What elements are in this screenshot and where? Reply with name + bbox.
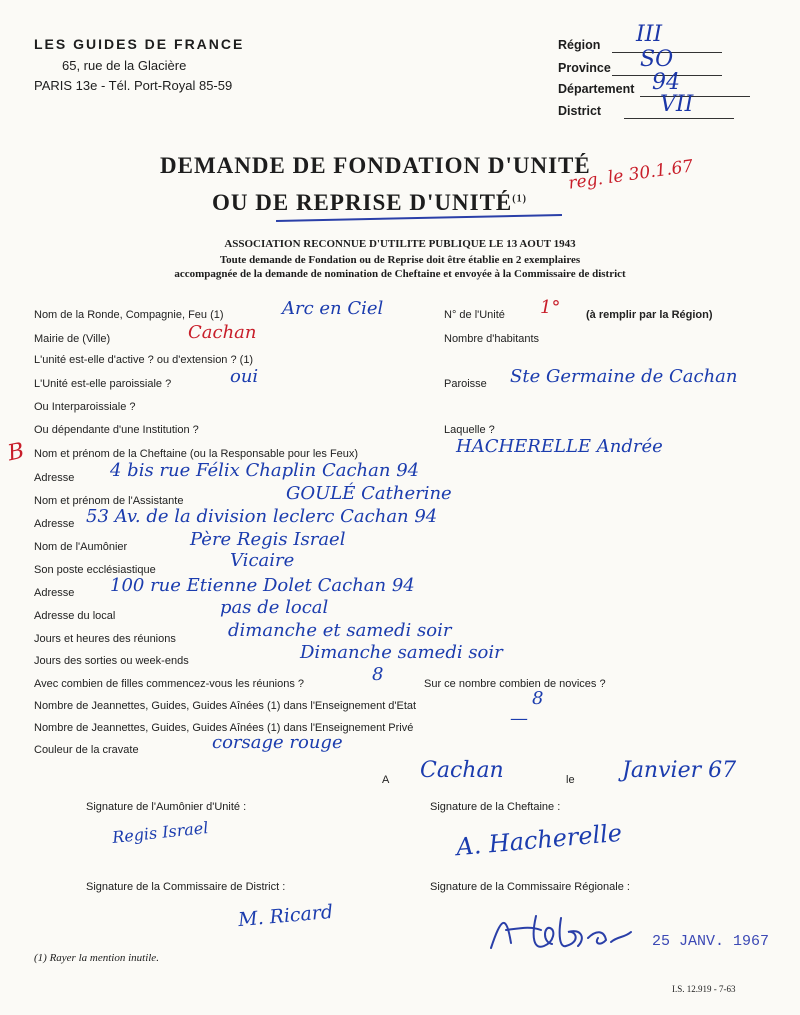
received-date-stamp: 25 JANV. 1967 <box>652 933 770 950</box>
commissaire-district-signature: M. Ricard <box>237 900 334 932</box>
poste-value: Vicaire <box>230 550 295 571</box>
combien-label: Avec combien de filles commencez-vous les réunions ? <box>34 678 305 690</box>
unit-number-label: N° de l'Unité <box>444 309 505 321</box>
date-label: le <box>566 774 575 786</box>
subheader-line1: ASSOCIATION RECONNUE D'UTILITE PUBLIQUE LE 13 AOUT 1943 <box>224 238 576 250</box>
cravate-label: Couleur de la cravate <box>34 744 139 756</box>
org-name: LES GUIDES DE FRANCE <box>34 36 245 52</box>
unit-name-value: Arc en Ciel <box>282 298 384 319</box>
cheftaine-address-value: 4 bis rue Félix Chaplin Cachan 94 <box>110 460 420 481</box>
mairie-value: Cachan <box>188 322 257 343</box>
enseignement-etat-value: 8 <box>532 688 544 709</box>
cravate-value: corsage rouge <box>212 732 343 753</box>
region-value: III <box>636 22 663 47</box>
aumonier-label: Nom de l'Aumônier <box>34 541 128 553</box>
laquelle-label: Laquelle ? <box>444 424 495 436</box>
department-value: 94 <box>652 70 680 95</box>
mairie-label: Mairie de (Ville) <box>34 333 111 345</box>
paroissiale-value: oui <box>230 366 259 387</box>
commissaire-district-label: Signature de la Commissaire de District : <box>86 881 286 893</box>
sorties-value: Dimanche samedi soir <box>300 642 503 663</box>
unit-number-note: (à remplir par la Région) <box>586 309 713 321</box>
institution-label: Ou dépendante d'une Institution ? <box>34 424 199 436</box>
cheftaine-label: Nom et prénom de la Cheftaine (ou la Responsable pour les Feux) <box>34 448 359 460</box>
cheftaine-value: HACHERELLE Andrée <box>456 436 663 457</box>
region-label: Région <box>558 38 601 52</box>
province-label: Province <box>558 61 611 75</box>
local-value: pas de local <box>220 597 329 618</box>
unit-number-value: 1° <box>540 297 561 318</box>
title-note-mark: (1) <box>512 193 527 205</box>
commissaire-regionale-signature <box>486 908 636 958</box>
assistante-address-label: Adresse <box>34 518 75 530</box>
interparoissiale-label: Ou Interparoissiale ? <box>34 401 136 413</box>
habitants-label: Nombre d'habitants <box>444 333 540 345</box>
district-label: District <box>558 104 602 118</box>
combien-value: 8 <box>372 664 384 685</box>
date-value: Janvier 67 <box>622 758 737 783</box>
subheader-line3: accompagnée de la demande de nomination de Cheftaine et envoyée à la Commissaire de district <box>174 268 626 280</box>
title-annotation: reg. le 30.1.67 <box>567 156 695 194</box>
cheftaine-signature: A. Hacherelle <box>455 818 624 862</box>
aumonier-address-value: 100 rue Etienne Dolet Cachan 94 <box>110 575 415 596</box>
department-line <box>640 96 750 97</box>
aumonier-signature: Regis Israel <box>111 818 210 847</box>
novices-label: Sur ce nombre combien de novices ? <box>424 678 606 690</box>
assistante-address-value: 53 Av. de la division leclerc Cachan 94 <box>86 506 438 527</box>
org-address: 65, rue de la Glacière <box>62 58 187 73</box>
footnote: (1) Rayer la mention inutile. <box>34 952 159 964</box>
enseignement-prive-value: — <box>510 708 528 729</box>
form-title-line1: DEMANDE DE FONDATION D'UNITÉ <box>160 153 591 178</box>
cheftaine-signature-label: Signature de la Cheftaine : <box>430 801 561 813</box>
enseignement-prive-label: Nombre de Jeannettes, Guides, Guides Aînées (1) dans l'Enseignement Privé <box>34 722 414 734</box>
district-value: VII <box>660 92 694 117</box>
enseignement-etat-label: Nombre de Jeannettes, Guides, Guides Aînées (1) dans l'Enseignement d'Etat <box>34 700 417 712</box>
department-label: Département <box>558 82 635 96</box>
subheader-line2: Toute demande de Fondation ou de Reprise doit être établie en 2 exemplaires <box>219 254 581 266</box>
place-label: A <box>382 774 390 786</box>
paroisse-label: Paroisse <box>444 378 487 390</box>
local-label: Adresse du local <box>34 610 116 622</box>
poste-label: Son poste ecclésiastique <box>34 564 156 576</box>
paroisse-value: Ste Germaine de Cachan <box>510 366 738 387</box>
reference-code: I.S. 12.919 - 7-63 <box>672 984 736 994</box>
paroissiale-label: L'Unité est-elle paroissiale ? <box>34 378 172 390</box>
aumonier-address-label: Adresse <box>34 587 75 599</box>
aumonier-signature-label: Signature de l'Aumônier d'Unité : <box>86 801 247 813</box>
margin-mark: B <box>5 438 27 467</box>
form-title-line2 <box>212 190 527 216</box>
assistante-value: GOULÉ Catherine <box>286 483 452 504</box>
unit-name-label: Nom de la Ronde, Compagnie, Feu (1) <box>34 309 224 321</box>
reunions-label: Jours et heures des réunions <box>34 633 176 645</box>
form-title-line2-text: OU DE REPRISE D'UNITÉ <box>212 190 513 215</box>
district-line <box>624 118 734 119</box>
province-value: SO <box>640 47 674 72</box>
place-value: Cachan <box>420 758 504 783</box>
commissaire-regionale-label: Signature de la Commissaire Régionale : <box>430 881 630 893</box>
aumonier-value: Père Regis Israel <box>190 529 346 550</box>
org-city-phone: PARIS 13e - Tél. Port-Royal 85-59 <box>34 78 233 93</box>
active-extension-label: L'unité est-elle d'active ? ou d'extension ? (1) <box>34 354 254 366</box>
cheftaine-address-label: Adresse <box>34 472 75 484</box>
reunions-value: dimanche et samedi soir <box>228 620 452 641</box>
sorties-label: Jours des sorties ou week-ends <box>34 655 189 667</box>
assistante-label: Nom et prénom de l'Assistante <box>34 495 184 507</box>
